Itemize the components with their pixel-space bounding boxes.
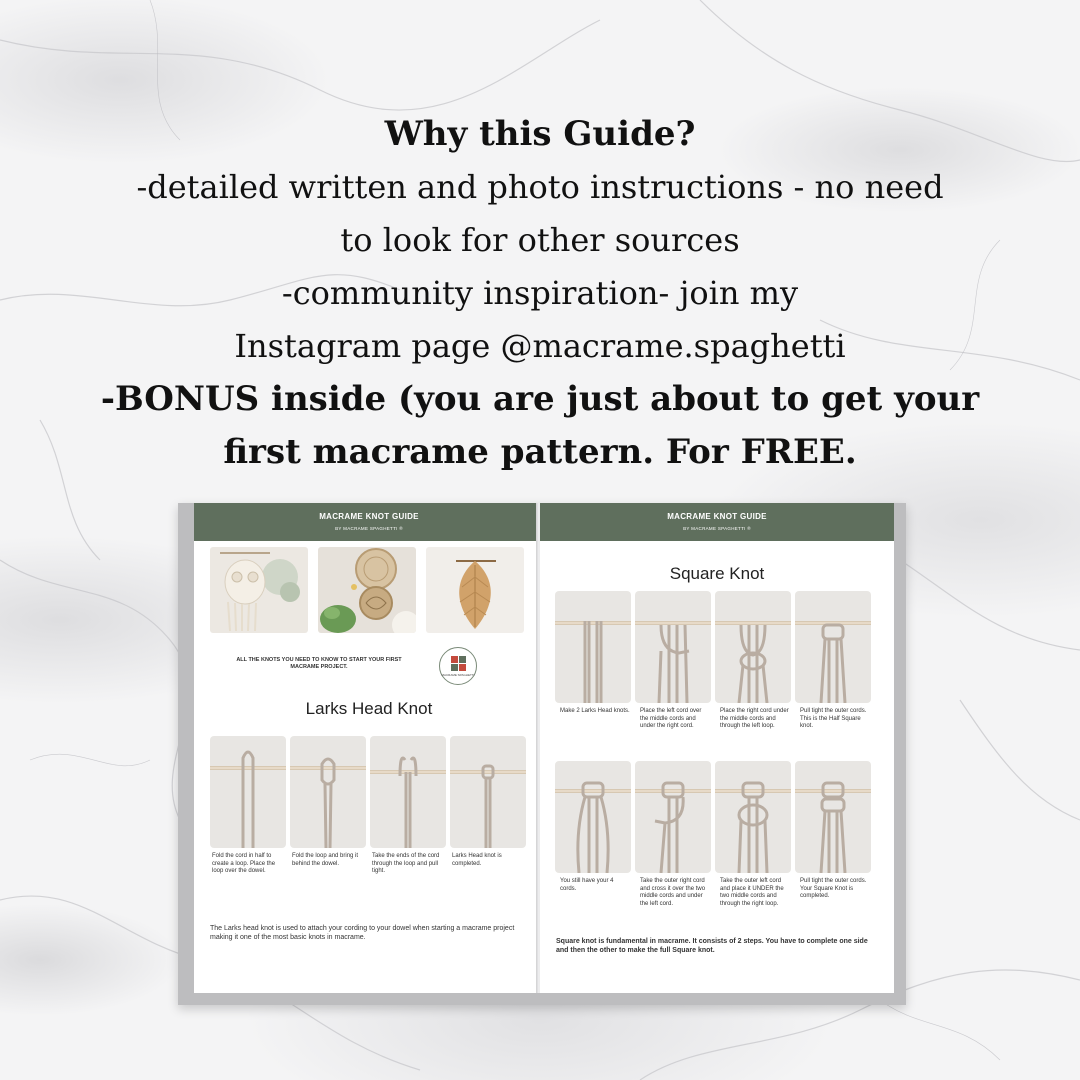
intro-text: ALL THE KNOTS YOU NEED TO KNOW TO START YOUR FIRST MACRAME PROJECT. bbox=[236, 657, 402, 670]
left-header-title: MACRAME KNOT GUIDE bbox=[319, 512, 419, 521]
left-page bbox=[194, 503, 544, 993]
square-step-7-text: Take the outer left cord and place it UNDER the two middle cords and through the right loop. bbox=[720, 878, 784, 907]
larks-step-3-image bbox=[370, 736, 446, 848]
larks-step-1-image bbox=[210, 736, 286, 848]
macrame-spaghetti-logo bbox=[439, 647, 477, 685]
square-step-4-text: Pull tight the outer cords. This is the Half Square knot. bbox=[800, 708, 867, 729]
larks-step-2-image bbox=[290, 736, 366, 848]
larks-step-4-image bbox=[450, 736, 526, 848]
square-step-8-image bbox=[795, 761, 871, 873]
headline bbox=[40, 108, 1040, 479]
headline-line-4: Instagram page @macrame.spaghetti bbox=[234, 327, 846, 365]
larks-step-1-text: Fold the cord in half to create a loop. Place the loop over the dowel. bbox=[212, 853, 276, 874]
square-knot-title: Square Knot bbox=[669, 564, 765, 583]
square-step-6-image bbox=[635, 761, 711, 873]
headline-line-3: -community inspiration- join my bbox=[281, 274, 799, 312]
larks-step-4-text: Larks Head knot is completed. bbox=[452, 853, 502, 867]
square-step-5-image bbox=[555, 761, 631, 873]
larks-description: The Larks head knot is used to attach your cording to your dowel when starting a macrame project making it one of the most basic knots in macrame. bbox=[210, 925, 515, 941]
right-page bbox=[540, 503, 894, 993]
square-step-3-image bbox=[715, 591, 791, 703]
headline-line-6: first macrame pattern. For FREE. bbox=[223, 432, 857, 472]
square-step-1-image bbox=[555, 591, 631, 703]
square-step-1-text: Make 2 Larks Head knots. bbox=[560, 708, 630, 714]
square-step-2-image bbox=[635, 591, 711, 703]
square-knot-description: Square knot is fundamental in macrame. It consists of 2 steps. You have to complete one side and then the other to make the full Square knot. bbox=[556, 938, 868, 954]
square-step-5-text: You still have your 4 cords. bbox=[560, 878, 614, 892]
coasters-photo bbox=[318, 547, 416, 633]
square-step-6-text: Take the outer right cord and cross it over the two middle cords and under the left cord. bbox=[640, 878, 706, 907]
right-header-title: MACRAME KNOT GUIDE bbox=[667, 512, 767, 521]
headline-line-5: -BONUS inside (you are just about to get your bbox=[100, 379, 980, 419]
right-header-subtitle: BY MACRAME SPAGHETTI ® bbox=[683, 526, 751, 531]
square-step-2-text: Place the left cord over the middle cords and under the right cord. bbox=[640, 708, 702, 729]
square-step-7-image bbox=[715, 761, 791, 873]
headline-title: Why this Guide? bbox=[384, 114, 696, 154]
larks-step-3-text: Take the ends of the cord through the loop and pull tight. bbox=[372, 853, 440, 874]
feather-wall-hanging-photo bbox=[426, 547, 524, 633]
headline-line-1: -detailed written and photo instructions - no need bbox=[136, 168, 944, 206]
square-step-4-image bbox=[795, 591, 871, 703]
open-guide-book bbox=[178, 503, 906, 1005]
headline-line-2: to look for other sources bbox=[340, 221, 740, 259]
left-header-subtitle: BY MACRAME SPAGHETTI ® bbox=[335, 526, 403, 531]
logo-text: MACRAME SPAGHETTI bbox=[441, 673, 475, 677]
larks-head-title: Larks Head Knot bbox=[305, 699, 433, 718]
left-page-header bbox=[194, 503, 544, 541]
owl-macrame-photo bbox=[210, 547, 308, 633]
larks-step-2-text: Fold the loop and bring it behind the dowel. bbox=[292, 853, 359, 867]
square-step-3-text: Place the right cord under the middle cords and through the left loop. bbox=[720, 708, 789, 729]
square-step-8-text: Pull tight the outer cords. Your Square Knot is completed. bbox=[800, 878, 867, 899]
right-page-header bbox=[540, 503, 894, 541]
